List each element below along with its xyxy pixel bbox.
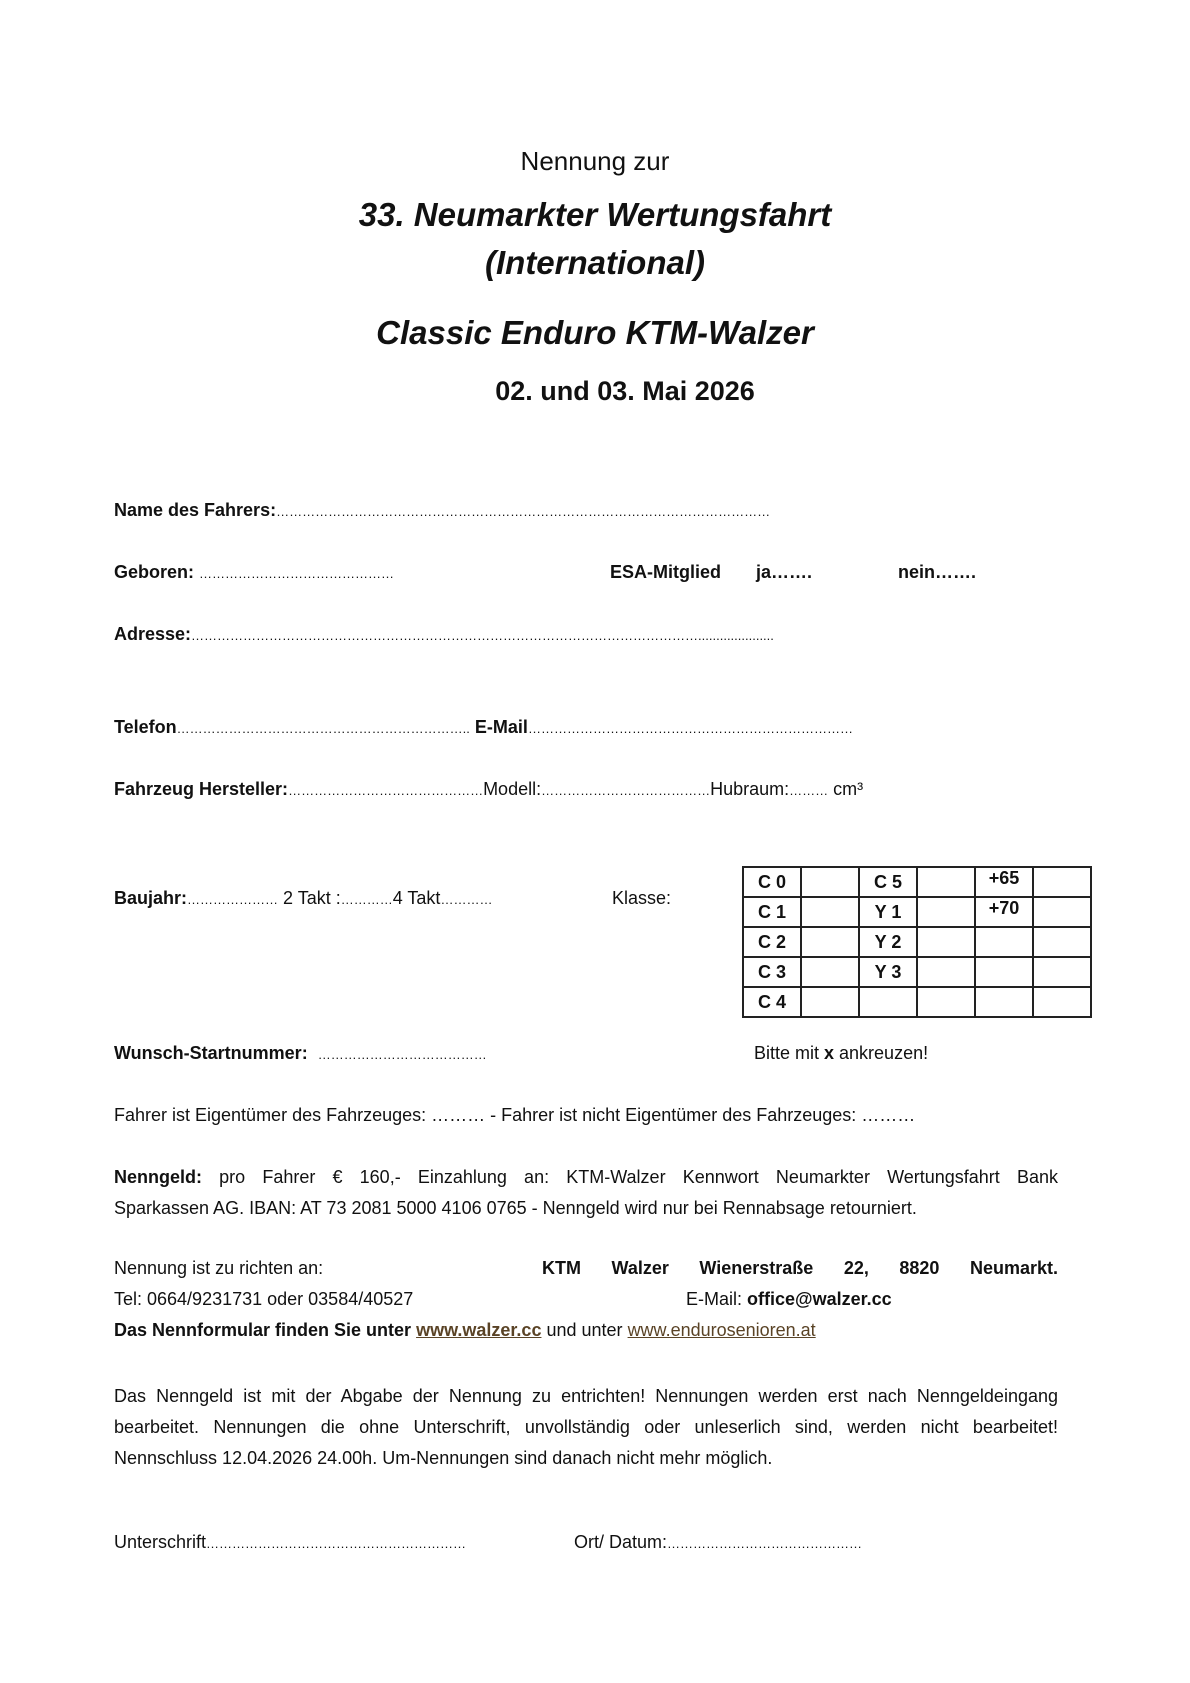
- class-label-cell: C 5: [859, 867, 917, 897]
- email-dots[interactable]: …………………………………………………………………: [527, 721, 853, 736]
- class-checkbox-cell[interactable]: [801, 957, 859, 987]
- class-checkbox-cell[interactable]: [1033, 897, 1091, 927]
- and-text: und unter: [546, 1320, 623, 1340]
- entry-fee-text-1: pro Fahrer € 160,- Einzahlung an: KTM-Walzer Kennwort Neumarkter Wertungsfahrt Bank: [219, 1167, 1058, 1187]
- year-dots[interactable]: …………………: [187, 892, 279, 907]
- class-hint-text-end: ankreuzen!: [834, 1043, 929, 1063]
- address-label: Adresse:: [114, 624, 192, 644]
- walzer-link[interactable]: www.walzer.cc: [416, 1320, 542, 1340]
- class-table-row: [743, 867, 1091, 897]
- manufacturer-dots[interactable]: ………………………………………: [288, 783, 484, 798]
- class-hint: [754, 1043, 928, 1064]
- two-stroke-label: 2 Takt :: [283, 888, 341, 908]
- signature-dots[interactable]: ……………………………………………………: [206, 1536, 467, 1551]
- displacement-unit: cm³: [833, 779, 864, 799]
- class-label-cell: Y 1: [859, 897, 917, 927]
- organizer-email-row: [686, 1289, 892, 1310]
- class-checkbox-cell[interactable]: [801, 987, 859, 1017]
- class-checkbox-cell[interactable]: [1033, 867, 1091, 897]
- endurosenioren-link[interactable]: www.endurosenioren.at: [627, 1320, 816, 1340]
- place-date-dots[interactable]: ………………………………………: [667, 1536, 863, 1551]
- class-checkbox-cell[interactable]: [917, 867, 975, 897]
- organizer-address: KTM Walzer Wienerstraße 22, 8820 Neumarkt.: [542, 1258, 1058, 1278]
- class-label-cell: C 1: [743, 897, 801, 927]
- class-hint-x: x: [824, 1043, 835, 1063]
- class-label-cell: [975, 957, 1033, 987]
- class-checkbox-cell[interactable]: [1033, 927, 1091, 957]
- event-date: 02. und 03. Mai 2026: [495, 376, 755, 406]
- vehicle-row: [114, 779, 863, 800]
- esa-yes-option[interactable]: ja…….: [756, 562, 813, 582]
- class-label-cell: C 4: [743, 987, 801, 1017]
- organizer-email-label: E-Mail:: [686, 1289, 743, 1309]
- entry-fee-text-2: Sparkassen AG. IBAN: AT 73 2081 5000 4106 0765 - Nenngeld wird nur bei Rennabsage retourniert.: [114, 1198, 917, 1218]
- two-stroke-dots[interactable]: …………: [340, 892, 393, 907]
- class-label: Klasse:: [612, 888, 672, 908]
- event-title: 33. Neumarkter Wertungsfahrt: [358, 196, 832, 233]
- class-table-row: [743, 957, 1091, 987]
- year-stroke-row: [114, 888, 492, 909]
- notice-paragraph: Das Nenngeld ist mit der Abgabe der Nennung zu entrichten! Nennungen werden erst nach Nenngeldeingang bearbeitet. Nennungen die ohne Unterschrift, unvollständig oder unleserlich sind, werden nicht bearbeitet! Nennschluss 12.04.2026 24.00h. Um-Nennungen sind danach nicht mehr möglich.: [114, 1386, 1058, 1468]
- form-subtitle: Nennung zur: [520, 146, 670, 176]
- vehicle-owner-line[interactable]: Fahrer ist Eigentümer des Fahrzeuges: ……… - Fahrer ist nicht Eigentümer des Fahrzeuges: ………: [114, 1105, 916, 1125]
- class-table-row: [743, 897, 1091, 927]
- class-label-cell: +65: [975, 867, 1033, 897]
- driver-name-field[interactable]: [114, 500, 770, 521]
- esa-no-option[interactable]: nein…….: [898, 562, 977, 582]
- send-to-label: Nennung ist zu richten an:: [114, 1258, 324, 1278]
- class-checkbox-cell[interactable]: [1033, 957, 1091, 987]
- class-label-cell: [975, 927, 1033, 957]
- event-title-international: (International): [485, 244, 705, 281]
- class-table-row: [743, 927, 1091, 957]
- class-label-cell: Y 2: [859, 927, 917, 957]
- class-checkbox-cell[interactable]: [801, 927, 859, 957]
- address-field[interactable]: [114, 624, 774, 645]
- class-checkbox-cell[interactable]: [917, 987, 975, 1017]
- address-dots[interactable]: ……………………………………………………………………………………………………….....................: [191, 628, 774, 643]
- event-subtitle: Classic Enduro KTM-Walzer: [376, 314, 814, 351]
- class-checkbox-cell[interactable]: [917, 897, 975, 927]
- form-download-line: [114, 1320, 816, 1341]
- phone-dots[interactable]: …………………………………………………………..: [176, 721, 470, 736]
- class-label-cell: [859, 987, 917, 1017]
- phone-email-row: [114, 717, 853, 738]
- class-label-cell: +70: [975, 897, 1033, 927]
- signature-field[interactable]: [114, 1532, 466, 1553]
- organizer-phone: Tel: 0664/9231731 oder 03584/40527: [114, 1289, 414, 1309]
- class-checkbox-cell[interactable]: [917, 957, 975, 987]
- phone-label: Telefon: [114, 717, 177, 737]
- birthdate-label: Geboren:: [114, 562, 195, 582]
- class-table-row: [743, 987, 1091, 1017]
- class-checkbox-cell[interactable]: [801, 897, 859, 927]
- displacement-dots[interactable]: ………: [789, 783, 829, 798]
- displacement-label: Hubraum:: [710, 779, 790, 799]
- class-label-cell: C 3: [743, 957, 801, 987]
- signature-label: Unterschrift: [114, 1532, 207, 1552]
- year-label: Baujahr:: [114, 888, 188, 908]
- driver-name-dots[interactable]: ……………………………………………………………………………………………………: [276, 504, 771, 519]
- class-label-cell: Y 3: [859, 957, 917, 987]
- class-checkbox-cell[interactable]: [917, 927, 975, 957]
- birthdate-field[interactable]: [114, 562, 394, 583]
- class-label-cell: C 0: [743, 867, 801, 897]
- class-hint-text: Bitte mit: [754, 1043, 825, 1063]
- esa-member-label: ESA-Mitglied: [610, 562, 721, 582]
- entry-fee-label: Nenngeld:: [114, 1167, 202, 1187]
- entry-fee-paragraph: [114, 1162, 1058, 1224]
- start-number-label: Wunsch-Startnummer:: [114, 1043, 308, 1063]
- class-checkbox-cell[interactable]: [801, 867, 859, 897]
- four-stroke-dots[interactable]: …………: [440, 892, 493, 907]
- class-checkbox-cell[interactable]: [1033, 987, 1091, 1017]
- model-label: Modell:: [483, 779, 542, 799]
- start-number-field[interactable]: [114, 1043, 487, 1064]
- start-number-dots[interactable]: …………………………………: [317, 1047, 487, 1062]
- class-table: [742, 866, 1092, 1018]
- place-date-field[interactable]: [574, 1532, 862, 1553]
- model-dots[interactable]: …………………………………: [541, 783, 711, 798]
- class-label-cell: C 2: [743, 927, 801, 957]
- place-date-label: Ort/ Datum:: [574, 1532, 668, 1552]
- email-label: E-Mail: [474, 717, 528, 737]
- class-label-cell: [975, 987, 1033, 1017]
- four-stroke-label: 4 Takt: [392, 888, 441, 908]
- manufacturer-label: Fahrzeug Hersteller:: [114, 779, 289, 799]
- birthdate-dots[interactable]: ………………………………………: [199, 566, 395, 581]
- form-download-text: Das Nennformular finden Sie unter: [114, 1320, 412, 1340]
- organizer-email[interactable]: office@walzer.cc: [747, 1289, 892, 1309]
- driver-name-label: Name des Fahrers:: [114, 500, 277, 520]
